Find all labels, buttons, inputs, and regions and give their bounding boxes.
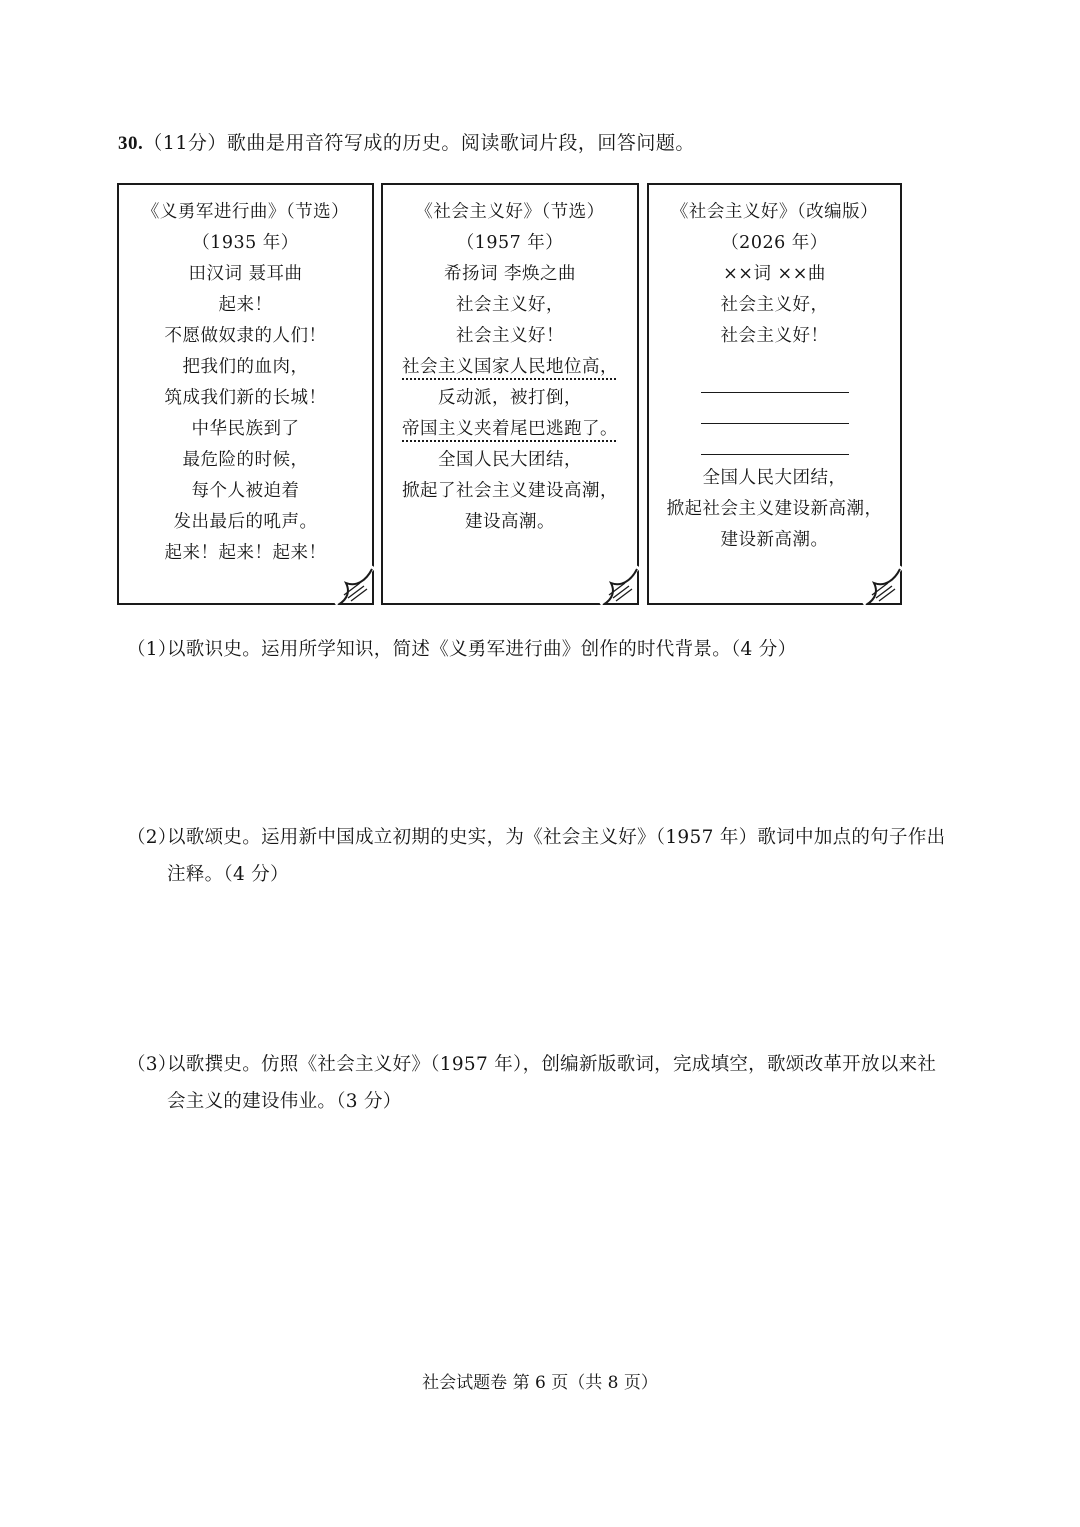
card-title: 《义勇军进行曲》（节选）: [141, 202, 350, 222]
subquestion-text-line1: 以歌颂史。运用新中国成立初期的史实，为《社会主义好》（1957 年）歌词中加点的句子作出: [167, 827, 946, 848]
lyric-line: 掀起社会主义建设新高潮，: [666, 499, 883, 519]
lyric-line: 建设新高潮。: [720, 530, 829, 550]
page-curl-icon: [334, 565, 374, 605]
card-title: 《社会主义好》（节选）: [415, 202, 605, 222]
page-curl-icon: [862, 565, 902, 605]
fill-in-blank-3[interactable]: [701, 424, 849, 455]
subquestion-text-line2: 会主义的建设伟业。（3 分）: [167, 1091, 402, 1112]
lyric-line: 反动派，被打倒，: [438, 388, 582, 408]
question-title: [118, 128, 695, 155]
card-authors: 田汉词 聂耳曲: [188, 264, 303, 284]
lyric-line: 建设高潮。: [465, 512, 555, 532]
card-title: 《社会主义好》（改编版）: [670, 202, 879, 222]
question-number: 30.: [118, 133, 144, 154]
lyric-line: 起来！: [218, 295, 273, 315]
subquestion-1: [127, 631, 977, 668]
lyric-line: 起来！起来！起来！: [164, 543, 327, 563]
subquestion-text-line1: 以歌撰史。仿照《社会主义好》（1957 年），创编新版歌词，完成填空，歌颂改革开放以来社: [167, 1054, 937, 1075]
lyric-line: 不愿做奴隶的人们！: [164, 326, 327, 346]
lyric-line: 发出最后的吼声。: [173, 512, 318, 532]
fill-in-blank-1[interactable]: [701, 352, 849, 393]
page-footer: 社会试题卷 第 6 页（共 8 页）: [422, 1373, 658, 1393]
emphasized-lyric-line: 社会主义国家人民地位高，: [402, 357, 618, 377]
lyric-line: 全国人民大团结，: [438, 450, 582, 470]
question-intro: （11分）歌曲是用音符写成的历史。阅读歌词片段，回答问题。: [143, 132, 695, 154]
subquestion-2: [127, 819, 977, 893]
lyric-line: 中华民族到了: [191, 419, 300, 439]
lyrics-card-socialism-is-good-1957: [381, 183, 639, 605]
subquestion-text-line2: 注释。（4 分）: [167, 864, 289, 885]
card-year: （1957 年）: [456, 233, 564, 253]
lyric-line: 筑成我们新的长城！: [164, 388, 327, 408]
emphasized-lyric-line: 帝国主义夹着尾巴逃跑了。: [402, 419, 618, 439]
subquestion-number: （2）: [127, 827, 177, 848]
subquestion-number: （1）: [127, 639, 177, 660]
fill-in-blank-2[interactable]: [701, 393, 849, 424]
subquestion-3: [127, 1046, 977, 1120]
lyric-line: 每个人被迫着: [191, 481, 300, 501]
lyric-line: 社会主义好！: [456, 326, 564, 346]
lyric-line: 把我们的血肉，: [182, 357, 309, 377]
subquestion-number: （3）: [127, 1054, 177, 1075]
card-year: （1935 年）: [192, 233, 299, 253]
card-authors: ××词 ××曲: [723, 264, 826, 284]
lyric-line: 社会主义好，: [456, 295, 564, 315]
lyric-line: 最危险的时候，: [182, 450, 309, 470]
lyric-line: 掀起了社会主义建设高潮，: [402, 481, 618, 501]
lyrics-card-march-of-volunteers: [117, 183, 374, 605]
lyric-line: 社会主义好，: [720, 295, 829, 315]
lyric-line: 全国人民大团结，: [702, 468, 847, 488]
card-authors: 希扬词 李焕之曲: [443, 264, 577, 284]
card-year: （2026 年）: [721, 233, 828, 253]
subquestion-text: 以歌识史。运用所学知识，简述《义勇军进行曲》创作的时代背景。（4 分）: [167, 639, 797, 660]
page-curl-icon: [599, 565, 639, 605]
lyric-line: 社会主义好！: [720, 326, 829, 346]
lyrics-card-socialism-is-good-2026: [647, 183, 902, 605]
